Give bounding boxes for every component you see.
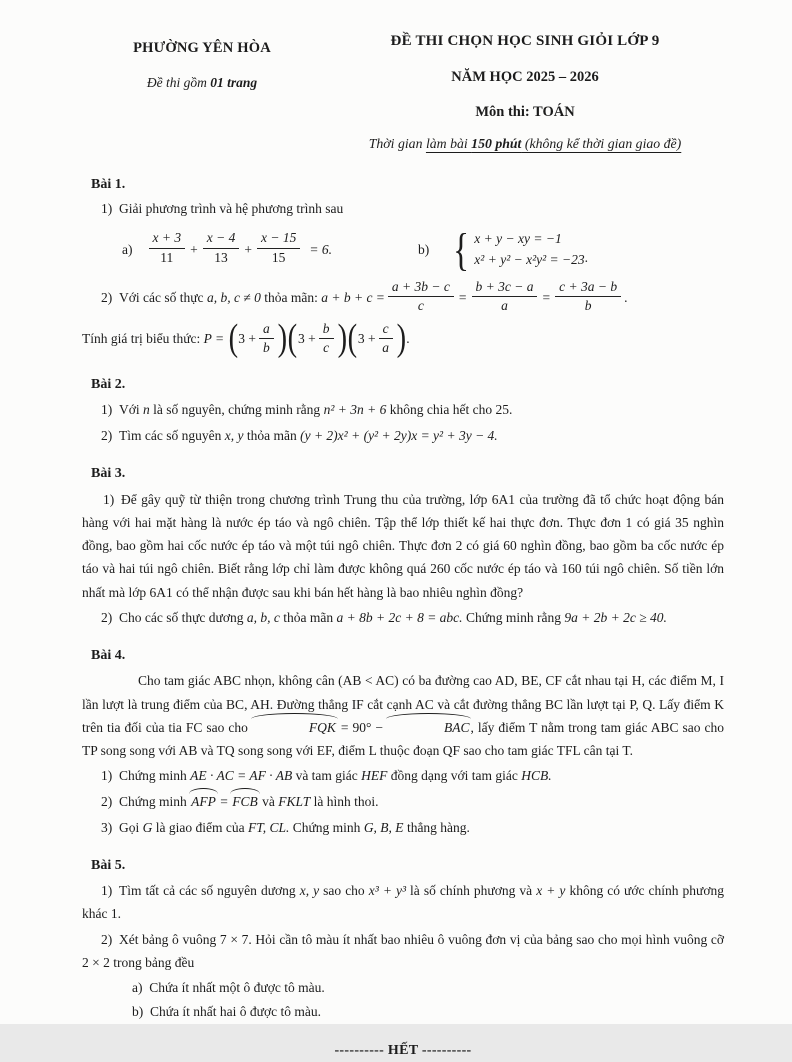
text-segment: thỏa mãn xyxy=(279,609,337,625)
numerator: a xyxy=(259,321,274,339)
section-bai-5 xyxy=(82,855,724,1024)
problem-5-2 xyxy=(82,929,724,975)
header xyxy=(82,30,724,155)
text-segment: thỏa mãn: xyxy=(260,289,322,305)
problem-4-3 xyxy=(82,817,724,840)
math-segment: x³ + y³ xyxy=(368,882,407,898)
math-segment: 7 × 7. xyxy=(219,931,252,947)
header-right xyxy=(322,30,724,155)
math-segment: a + 8b + 2c + 8 = abc. xyxy=(336,609,463,625)
time-mid: làm bài xyxy=(425,136,472,152)
fraction xyxy=(555,279,621,314)
right-paren: ) xyxy=(337,317,347,360)
section-bai-2 xyxy=(82,374,724,448)
fraction xyxy=(388,279,454,314)
equation-rhs: = 6. xyxy=(309,241,332,257)
end-marker: ---------- HẾT ---------- xyxy=(334,1043,472,1059)
text-segment: 2) Tìm các số nguyên xyxy=(101,428,225,444)
fraction xyxy=(319,321,334,356)
problem-2-1 xyxy=(82,399,724,422)
equals-operator: = xyxy=(542,289,551,305)
system-line-1: x + y − xy = −1 xyxy=(474,231,562,247)
fraction xyxy=(203,230,240,265)
denominator: 13 xyxy=(214,249,228,265)
expression-p-line xyxy=(82,317,724,360)
equation-b xyxy=(417,224,589,276)
left-paren: ( xyxy=(228,317,238,360)
system-brace: { xyxy=(453,224,470,276)
left-paren: ( xyxy=(347,317,358,360)
math-segment: n² + 3n + 6 xyxy=(323,402,387,418)
math-segment: a, b, c ≠ 0 xyxy=(206,289,261,305)
text-segment: là số nguyên, chứng minh rằng xyxy=(149,402,324,418)
numerator: c + 3a − b xyxy=(555,279,621,297)
text-segment: 3) Gọi xyxy=(101,820,143,836)
math-segment: HEF xyxy=(361,768,388,784)
school-year: NĂM HỌC 2025 – 2026 xyxy=(451,69,599,86)
numerator: b + 3c − a xyxy=(472,279,538,297)
math-segment: G, B, E xyxy=(363,820,404,836)
time-underlined xyxy=(426,136,681,151)
section-title: Bài 2. xyxy=(91,377,126,393)
math-segment: a, b, c xyxy=(246,609,280,625)
plus-operator: + xyxy=(244,241,252,257)
math-segment: (y + 2)x² + (y² + 2y)x = y² + 3y − 4. xyxy=(300,428,498,444)
section-title: Bài 3. xyxy=(91,465,126,481)
problem-5-1 xyxy=(82,880,724,926)
text-segment: Cho tam giác ABC nhọn, không cân (AB < AC) có ba đường cao AD, BE, CF cắt nhau tại H, các điểm M, I lần lượt là trung điểm của BC, AH. Đường thẳng IF cắt cạnh AC và cắt đường thẳng BC lần lượt tại P, Q. Lấy điểm K trên tia đối của tia FC sao cho xyxy=(82,673,724,735)
period: . xyxy=(584,250,589,266)
angle-afp: AFP xyxy=(190,791,217,814)
text-segment: thỏa mãn xyxy=(243,428,301,444)
time-prefix: Thời gian xyxy=(368,136,426,152)
section-title: Bài 1. xyxy=(91,176,126,192)
numerator: c xyxy=(379,321,393,339)
denominator: a xyxy=(501,298,508,314)
text-segment: Hỏi cần tô màu ít nhất bao nhiêu ô vuông đơn vị của bảng sao cho mọi hình vuông cỡ xyxy=(251,931,724,947)
math-segment: = xyxy=(216,794,232,810)
problem-4-statement xyxy=(82,669,724,762)
text-segment: không có ước chính phương khác 1. xyxy=(82,882,725,921)
text-segment: và tam giác xyxy=(292,768,362,784)
problem-2-2 xyxy=(82,425,724,448)
equation-system xyxy=(474,229,584,271)
equals-operator: = xyxy=(458,289,467,305)
text-segment: Tính giá trị biểu thức: xyxy=(82,331,204,347)
problem-3-1: 1) Để gây quỹ từ thiện trong chương trình Trung thu của trường, lớp 6A1 của trường đã tổ chức hoạt động bán hàng với hai mặt hàng là nước ép táo và ngô chiên. Tập thể lớp thiết kế hai thực đơn. Thực đơn 1 có giá 35 nghìn đồng, bao gồm hai cốc nước ép táo và một túi ngô chiên. Thực đơn 2 có giá 60 nghìn đồng, bao gồm ba cốc nước ép táo và hai túi ngô chiên. Biết rằng lớp chỉ làm được không quá 260 cốc nước ép táo và 160 túi ngô chiên. Số tiền lớn nhất mà lớp 6A1 có thể nhận được sau khi bán hết hàng là bao nhiêu nghìn đồng? xyxy=(82,491,724,600)
page-count-value: 01 trang xyxy=(210,75,258,91)
period: . xyxy=(624,289,628,305)
right-paren: ) xyxy=(396,317,406,360)
fraction xyxy=(149,230,186,265)
angle-fqk: FQK xyxy=(252,716,337,739)
text-segment: và xyxy=(258,794,279,810)
denominator: b xyxy=(584,298,592,314)
denominator: b xyxy=(262,339,270,355)
problem-1-2 xyxy=(82,281,724,316)
math-segment: FKLT xyxy=(278,794,311,810)
section-bai-1 xyxy=(82,174,724,360)
denominator: 15 xyxy=(271,249,286,265)
fraction xyxy=(259,321,274,356)
header-left xyxy=(82,30,322,94)
equation-row xyxy=(122,224,724,276)
right-paren: ) xyxy=(277,317,287,360)
angle-bac: BAC xyxy=(387,716,471,739)
section-title: Bài 4. xyxy=(91,647,126,663)
problem-5-2a: a) Chứa ít nhất một ô được tô màu. xyxy=(132,979,325,995)
text-segment: là giao điểm của xyxy=(152,820,248,836)
numerator: x − 4 xyxy=(203,230,240,248)
time-duration: 150 phút xyxy=(471,136,522,152)
math-segment: x + y xyxy=(536,882,566,898)
math-segment: AE · AC = AF · AB xyxy=(190,768,293,784)
text-segment: 2) Chứng minh xyxy=(101,794,191,810)
label-b: b) xyxy=(417,241,430,257)
section-bai-4 xyxy=(82,645,724,840)
text-segment: là số chính phương và xyxy=(406,882,537,898)
math-segment: a + b + c = xyxy=(321,289,385,305)
numerator: x + 3 xyxy=(149,230,186,248)
denominator: c xyxy=(417,298,424,314)
text-segment: trong bảng đều xyxy=(109,954,195,970)
system-line-2: x² + y² − x²y² = −23 xyxy=(474,252,585,268)
math-segment: FT, CL. xyxy=(247,820,290,836)
text-segment: thẳng hàng. xyxy=(403,820,470,836)
label-a: a) xyxy=(122,241,133,257)
math-segment: 3 + xyxy=(238,331,256,347)
section-title: Bài 5. xyxy=(91,858,126,874)
text-segment: là hình thoi. xyxy=(310,794,379,810)
denominator: a xyxy=(382,339,389,355)
exam-title: ĐỀ THI CHỌN HỌC SINH GIỎI LỚP 9 xyxy=(390,33,660,49)
fraction xyxy=(257,230,300,265)
fraction xyxy=(379,321,393,356)
page-count-prefix: Đề thi gồm xyxy=(146,75,211,91)
exam-subject: Môn thi: TOÁN xyxy=(475,103,575,120)
math-segment: = 90° − xyxy=(336,719,387,735)
problem-4-2 xyxy=(82,791,724,814)
math-segment: G xyxy=(142,820,153,836)
time-limit xyxy=(326,133,724,154)
text-segment: 1) Chứng minh xyxy=(101,768,191,784)
math-segment: 3 + xyxy=(298,331,316,347)
angle-fcb: FCB xyxy=(231,791,259,814)
text-segment: 1) Tìm tất cả các số nguyên dương xyxy=(101,882,300,898)
text-segment: không chia hết cho 25. xyxy=(386,402,513,418)
problem-4-1 xyxy=(82,765,724,788)
math-segment: P = xyxy=(203,331,225,347)
text-segment: 2) Cho các số thực dương xyxy=(101,609,247,625)
text-segment: Chứng minh xyxy=(289,820,364,836)
math-segment: x, y xyxy=(224,428,244,444)
numerator: x − 15 xyxy=(257,230,300,248)
period: . xyxy=(406,331,410,347)
numerator: b xyxy=(319,321,334,339)
organization-name: PHƯỜNG YÊN HÒA xyxy=(133,40,271,56)
denominator: 11 xyxy=(160,249,174,265)
text-segment: 2) Xét bảng ô vuông xyxy=(101,931,220,947)
problem-1-1: 1) Giải phương trình và hệ phương trình sau xyxy=(101,201,344,217)
problem-3-2 xyxy=(82,607,724,630)
section-bai-3 xyxy=(82,463,724,630)
text-segment: Chứng minh rằng xyxy=(462,609,565,625)
text-segment: 2) Với các số thực xyxy=(101,289,207,305)
plus-operator: + xyxy=(190,241,198,257)
time-suffix: (không kể thời gian giao đề) xyxy=(521,136,682,152)
math-segment: 3 + xyxy=(357,331,376,347)
math-segment: n xyxy=(143,402,150,418)
text-segment: , lấy điểm T nằm trong tam giác ABC sao cho TP song song với AB và TQ song song với EF, điểm L thuộc đoạn QF sao cho tam giác TFL cân tại T. xyxy=(82,719,724,759)
math-segment: x, y xyxy=(299,882,320,898)
denominator: c xyxy=(323,339,330,355)
math-segment: 2 × 2 xyxy=(82,954,110,970)
numerator: a + 3b − c xyxy=(388,279,454,297)
math-segment: HCB. xyxy=(521,768,552,784)
left-paren: ( xyxy=(287,317,298,360)
equation-a xyxy=(122,232,332,267)
text-segment: 1) Với xyxy=(101,402,144,418)
text-segment: sao cho xyxy=(319,882,369,898)
math-segment: 9a + 2b + 2c ≥ 40. xyxy=(564,609,667,625)
text-segment: đồng dạng với tam giác xyxy=(387,768,522,784)
page-count-note xyxy=(82,73,322,94)
fraction xyxy=(472,279,538,314)
problem-5-2b: b) Chứa ít nhất hai ô được tô màu. xyxy=(132,1004,321,1020)
